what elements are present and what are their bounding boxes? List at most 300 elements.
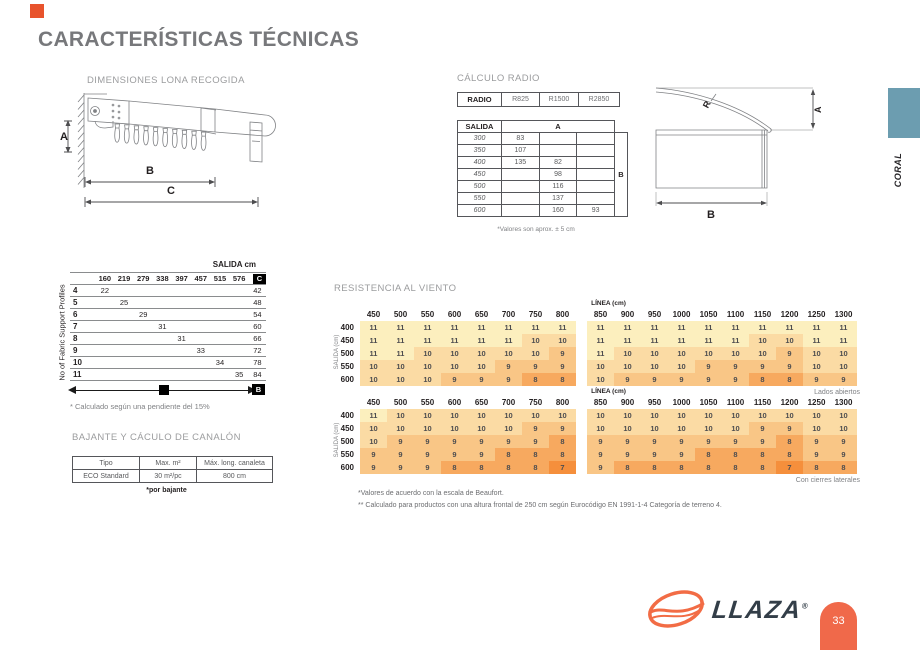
wind-cell: 9 — [387, 461, 414, 474]
wind-cell: 10 — [495, 347, 522, 360]
wind-row-label: 400 — [340, 323, 354, 332]
bajante-header-tipo: Tipo — [73, 457, 140, 470]
a-value: 137 — [539, 193, 577, 205]
wind-col-header: 1250 — [807, 310, 826, 319]
wind-row — [330, 409, 870, 422]
wind-cell: 10 — [830, 422, 857, 435]
wind-cell: 9 — [495, 360, 522, 373]
wind-row-label: 500 — [340, 349, 354, 358]
wind-cell: 9 — [414, 461, 441, 474]
wind-cell: 8 — [549, 448, 576, 461]
wind-cell: 11 — [441, 334, 468, 347]
profiles-row — [70, 345, 266, 357]
wind-cell: 9 — [830, 435, 857, 448]
wind-cell: 9 — [387, 448, 414, 461]
profile-value: 29 — [139, 310, 148, 319]
profiles-col-header: 279 — [136, 274, 150, 283]
profile-count: 5 — [73, 298, 78, 307]
wind-col-header: 1100 — [726, 398, 745, 407]
wind-cell: 10 — [722, 422, 749, 435]
wind-cell: 10 — [830, 347, 857, 360]
wind-cell: 9 — [722, 360, 749, 373]
profiles-col-header: 397 — [175, 274, 188, 283]
wind-cell: 11 — [776, 321, 803, 334]
wind-table-1 — [330, 387, 870, 484]
wind-cell: 10 — [668, 360, 695, 373]
wind-cell: 8 — [776, 435, 803, 448]
wind-col-header: 950 — [647, 398, 662, 407]
profile-value: 35 — [234, 370, 244, 379]
wind-row-label: 400 — [340, 411, 354, 420]
a-value: 98 — [539, 169, 577, 181]
profile-value — [95, 333, 114, 345]
wind-gutter — [576, 435, 587, 448]
wind-cell: 10 — [468, 409, 495, 422]
wind-cell: 9 — [587, 448, 614, 461]
wind-cell: 11 — [641, 321, 668, 334]
wind-cell: 9 — [641, 448, 668, 461]
wind-cell: 9 — [749, 435, 776, 448]
bajante-tipo: ECO Standard — [73, 470, 140, 483]
wind-cell: 11 — [360, 347, 387, 360]
profile-value — [153, 357, 172, 369]
wind-cell: 11 — [695, 334, 722, 347]
wind-row — [330, 360, 870, 373]
wind-cell: 10 — [614, 360, 641, 373]
profile-value — [172, 309, 191, 321]
wind-cell: 10 — [803, 347, 830, 360]
wind-row — [330, 461, 870, 474]
wind-cell: 9 — [722, 435, 749, 448]
wind-cell: 10 — [641, 409, 668, 422]
wind-cell: 10 — [360, 373, 387, 386]
wind-cell: 10 — [803, 409, 830, 422]
wind-col-header: 800 — [555, 398, 570, 407]
wind-cell: 11 — [360, 409, 387, 422]
wind-cell: 10 — [360, 360, 387, 373]
wind-cell: 10 — [414, 422, 441, 435]
profile-value — [230, 297, 249, 309]
llaza-logo-mark — [642, 582, 712, 638]
wind-col-header: 700 — [501, 398, 516, 407]
profiles-col-header: 515 — [213, 274, 227, 283]
wind-cell: 9 — [549, 422, 576, 435]
wind-cell: 10 — [668, 347, 695, 360]
wind-header-empty — [330, 396, 360, 409]
salida-value: 300 — [458, 133, 502, 145]
radio-salida-row — [458, 145, 615, 157]
wind-cell: 8 — [749, 461, 776, 474]
wind-cell: 11 — [522, 321, 549, 334]
salida-value: 350 — [458, 145, 502, 157]
wind-row — [330, 422, 870, 435]
wind-cell: 9 — [776, 347, 803, 360]
wind-col-header: 700 — [501, 310, 516, 319]
salida-value: 450 — [458, 169, 502, 181]
bajante-header-max: Max. m² — [140, 457, 197, 470]
wind-col-header: 1150 — [753, 310, 772, 319]
wind-cell: 11 — [641, 334, 668, 347]
wind-cell: 10 — [830, 409, 857, 422]
wind-cell: 10 — [722, 347, 749, 360]
arrow-mid-square — [159, 385, 169, 395]
a-header: A — [502, 121, 615, 133]
wind-cell: 9 — [414, 435, 441, 448]
wind-cell: 8 — [522, 448, 549, 461]
wind-cell: 10 — [414, 347, 441, 360]
wind-cell: 11 — [830, 334, 857, 347]
wind-cell: 10 — [803, 422, 830, 435]
diagram-a-label: A — [813, 106, 823, 113]
calculo-radio-heading: CÁLCULO RADIO — [457, 73, 540, 84]
wind-cell: 9 — [360, 448, 387, 461]
b-bracket: B — [614, 132, 628, 217]
profile-value — [191, 297, 210, 309]
wind-cell: 10 — [387, 360, 414, 373]
c-value: 84 — [253, 370, 262, 379]
viento-footnotes — [358, 488, 870, 512]
wind-col-header: 750 — [528, 398, 543, 407]
wind-cell: 10 — [749, 334, 776, 347]
wind-cell: 10 — [495, 409, 522, 422]
profile-value — [114, 321, 133, 333]
profiles-col-header: 219 — [117, 274, 131, 283]
wind-col-header: 1100 — [726, 310, 745, 319]
profile-value — [153, 285, 172, 297]
wind-cell: 9 — [695, 360, 722, 373]
wind-cell: 8 — [549, 435, 576, 448]
page-number-tab — [820, 602, 857, 650]
wind-caption: Lados abiertos — [814, 389, 860, 396]
wind-cell: 10 — [468, 360, 495, 373]
brand-text: LLAZA — [710, 596, 803, 624]
arrow-left-head — [68, 386, 76, 394]
wind-cell: 8 — [522, 373, 549, 386]
wind-cell: 10 — [776, 409, 803, 422]
wind-row-label: 550 — [340, 450, 354, 459]
wind-cell: 9 — [360, 461, 387, 474]
profiles-col-header: 576 — [232, 274, 246, 283]
wind-table-0 — [330, 299, 870, 396]
a-value: 83 — [502, 133, 540, 145]
c-value: 78 — [253, 358, 262, 367]
wind-cell: 11 — [387, 321, 414, 334]
wind-cell: 11 — [830, 321, 857, 334]
a-value — [502, 193, 540, 205]
wind-cell: 10 — [749, 409, 776, 422]
a-value — [539, 133, 577, 145]
profiles-col-header: 338 — [156, 274, 169, 283]
wind-cell: 9 — [803, 435, 830, 448]
profile-value — [230, 285, 249, 297]
profiles-side-label: No of Fabric Support Profiles — [57, 284, 67, 381]
wind-col-header: 1250 — [807, 398, 826, 407]
bajante-canaleta: 800 cm — [197, 470, 273, 483]
a-value — [577, 133, 615, 145]
wind-cell: 11 — [587, 334, 614, 347]
wind-cell: 10 — [587, 422, 614, 435]
wind-cell: 10 — [387, 373, 414, 386]
wind-caption: Con cierres laterales — [795, 477, 860, 484]
profile-value — [172, 345, 191, 357]
b-box: B — [252, 384, 265, 395]
profile-value — [153, 369, 172, 381]
profiles-row — [70, 285, 266, 297]
wind-cell: 10 — [522, 409, 549, 422]
c-header — [249, 273, 266, 285]
wind-cell: 11 — [668, 321, 695, 334]
viento-footnote-2: ** Calculado para productos con una altura frontal de 250 cm según Eurocódigo EN 1991-1-4 Categoría de terreno 4. — [358, 502, 722, 509]
profiles-col-header: 160 — [98, 274, 112, 283]
wind-gutter — [576, 360, 587, 373]
a-value — [539, 145, 577, 157]
c-header-box: C — [253, 274, 266, 284]
wind-cell: 11 — [468, 321, 495, 334]
wind-row-label: 450 — [340, 336, 354, 345]
wind-cell: 10 — [549, 409, 576, 422]
radio-footnote: *Valores son aprox. ± 5 cm — [497, 226, 575, 233]
wind-cell: 10 — [614, 422, 641, 435]
radio-r2850: R2850 — [579, 93, 620, 107]
a-value — [577, 145, 615, 157]
wind-row — [330, 321, 870, 334]
coral-side-label: CORAL — [893, 152, 903, 188]
wind-col-header: 550 — [420, 398, 435, 407]
wind-gutter — [576, 422, 587, 435]
profile-value — [210, 345, 229, 357]
wind-header-row — [330, 308, 870, 321]
wind-cell: 11 — [803, 334, 830, 347]
wind-cell: 8 — [495, 461, 522, 474]
salida-cm-label: SALIDA cm — [212, 260, 256, 269]
wind-cell: 11 — [614, 321, 641, 334]
wind-col-header: 1150 — [753, 398, 772, 407]
wind-cell: 10 — [414, 360, 441, 373]
c-value: 48 — [253, 298, 262, 307]
wind-cell: 8 — [495, 448, 522, 461]
profile-value — [191, 369, 210, 381]
profile-value: 31 — [177, 334, 186, 343]
bajante-heading: BAJANTE Y CÁCULO DE CANALÓN — [72, 432, 241, 443]
wind-cell: 9 — [441, 435, 468, 448]
wind-cell: 10 — [587, 373, 614, 386]
wind-cell: 10 — [830, 360, 857, 373]
wind-cell: 10 — [587, 360, 614, 373]
linea-label: LÍNEA (cm) — [591, 300, 626, 307]
wind-col-header: 1000 — [672, 310, 691, 319]
wind-col-header: 800 — [555, 310, 570, 319]
radio-salida-row — [458, 133, 615, 145]
wind-col-header: 1050 — [699, 398, 718, 407]
profile-value — [210, 285, 229, 297]
wind-cell: 11 — [749, 321, 776, 334]
profile-count: 4 — [73, 286, 78, 295]
wind-cell: 10 — [695, 422, 722, 435]
wind-cell: 9 — [614, 435, 641, 448]
bajante-header-canaleta: Máx. long. canaleta — [197, 457, 273, 470]
radio-r1500: R1500 — [540, 93, 579, 107]
radio-salida-row — [458, 181, 615, 193]
wind-row — [330, 334, 870, 347]
wind-cell: 11 — [695, 321, 722, 334]
radio-r825: R825 — [502, 93, 540, 107]
profile-count: 8 — [73, 334, 78, 343]
a-value — [577, 157, 615, 169]
wind-cell: 10 — [749, 347, 776, 360]
wind-cell: 9 — [695, 373, 722, 386]
wind-cell: 9 — [722, 373, 749, 386]
wind-row-label: 450 — [340, 424, 354, 433]
accent-square — [30, 4, 44, 18]
wind-cell: 10 — [722, 409, 749, 422]
wind-cell: 10 — [641, 347, 668, 360]
wind-cell: 10 — [641, 422, 668, 435]
wind-header-row — [330, 396, 870, 409]
radio-header: RADIO — [458, 93, 502, 107]
profile-value — [230, 357, 249, 369]
profile-value: 34 — [215, 358, 225, 367]
profile-value — [134, 285, 153, 297]
wind-col-header: 450 — [366, 310, 381, 319]
profiles-body — [70, 273, 266, 381]
wind-cell: 8 — [749, 448, 776, 461]
wind-cell: 7 — [776, 461, 803, 474]
dimensiones-heading: DIMENSIONES LONA RECOGIDA — [87, 75, 245, 86]
wind-gutter — [576, 347, 587, 360]
wind-col-header: 1300 — [834, 398, 853, 407]
profile-value — [191, 321, 210, 333]
profile-value — [95, 345, 114, 357]
wind-cell: 9 — [803, 373, 830, 386]
awning-side-drawing — [55, 85, 285, 210]
wind-row — [330, 373, 870, 386]
wind-cell: 8 — [830, 461, 857, 474]
wind-cell: 10 — [614, 347, 641, 360]
profile-value — [191, 357, 210, 369]
wind-cell: 11 — [387, 334, 414, 347]
wind-row — [330, 435, 870, 448]
wind-cell: 10 — [360, 422, 387, 435]
radio-salida-row — [458, 205, 615, 217]
wind-cell: 11 — [495, 321, 522, 334]
wind-cell: 9 — [749, 422, 776, 435]
wind-col-header: 750 — [528, 310, 543, 319]
profile-value — [230, 345, 249, 357]
wind-cell: 9 — [668, 448, 695, 461]
section-color-tab — [888, 88, 920, 138]
wind-col-header: 1200 — [780, 310, 799, 319]
wind-cell: 8 — [695, 461, 722, 474]
profile-value — [172, 297, 191, 309]
wind-gutter — [576, 334, 587, 347]
wind-col-header: 850 — [593, 398, 608, 407]
profile-value — [114, 357, 133, 369]
wind-cell: 9 — [549, 360, 576, 373]
bajante-table — [72, 456, 273, 483]
wind-cell: 9 — [414, 448, 441, 461]
salida-cm-vertical-2: SALIDA (cm) — [334, 422, 340, 458]
viento-section — [330, 283, 870, 512]
calculo-radio-section — [457, 73, 657, 233]
profile-value — [172, 369, 191, 381]
wind-cell: 8 — [668, 461, 695, 474]
wind-cell: 9 — [495, 373, 522, 386]
wind-cell: 10 — [414, 373, 441, 386]
profile-count: 6 — [73, 310, 78, 319]
profile-value — [134, 345, 153, 357]
viento-footnote-1: *Valores de acuerdo con la escala de Beaufort. — [358, 490, 504, 497]
wind-col-header: 500 — [393, 398, 408, 407]
profile-count: 11 — [73, 370, 82, 379]
profile-value — [114, 309, 133, 321]
wind-cell: 9 — [830, 448, 857, 461]
a-value: 107 — [502, 145, 540, 157]
profile-value — [95, 297, 114, 309]
wind-cell: 9 — [522, 422, 549, 435]
wind-cell: 8 — [441, 461, 468, 474]
wind-row — [330, 448, 870, 461]
wind-cell: 10 — [441, 422, 468, 435]
bajante-footnote: *por bajante — [146, 487, 187, 494]
profiles-row — [70, 369, 266, 381]
wind-cell: 10 — [695, 347, 722, 360]
profile-value — [134, 297, 153, 309]
radio-table — [457, 92, 620, 107]
profile-value — [114, 285, 133, 297]
wind-cell: 10 — [495, 422, 522, 435]
a-value — [502, 205, 540, 217]
wind-cell: 7 — [549, 461, 576, 474]
a-value — [577, 169, 615, 181]
profile-value — [230, 333, 249, 345]
bajante-section — [72, 432, 273, 494]
wind-cell: 11 — [387, 347, 414, 360]
wind-cell: 9 — [695, 435, 722, 448]
dim-a-label: A — [60, 131, 68, 143]
wind-cell: 10 — [441, 347, 468, 360]
a-value: 135 — [502, 157, 540, 169]
wind-gutter — [576, 448, 587, 461]
a-value: 160 — [539, 205, 577, 217]
fabric-loops — [115, 124, 206, 150]
wind-gutter — [576, 373, 587, 386]
diagram-r-label: R — [700, 99, 713, 110]
diagram-b-label: B — [707, 209, 715, 221]
wind-cell: 9 — [468, 373, 495, 386]
wind-cell: 8 — [722, 461, 749, 474]
wind-cell: 8 — [614, 461, 641, 474]
wind-gutter — [576, 321, 587, 334]
wind-cell: 11 — [468, 334, 495, 347]
salida-header: SALIDA — [458, 121, 502, 133]
profiles-row — [70, 309, 266, 321]
c-value: 72 — [253, 346, 262, 355]
wind-gutter — [576, 461, 587, 474]
salida-value: 600 — [458, 205, 502, 217]
registered-mark: ® — [801, 601, 809, 611]
wind-gutter — [576, 308, 587, 321]
wind-cell: 9 — [587, 435, 614, 448]
wind-cell: 10 — [695, 409, 722, 422]
profile-value — [153, 333, 172, 345]
wind-col-header: 1300 — [834, 310, 853, 319]
wind-col-header: 600 — [447, 398, 462, 407]
profile-value: 22 — [100, 286, 110, 295]
wind-cell: 10 — [387, 422, 414, 435]
wind-row-label: 600 — [340, 375, 354, 384]
c-value: 42 — [253, 286, 262, 295]
profile-value — [153, 309, 172, 321]
